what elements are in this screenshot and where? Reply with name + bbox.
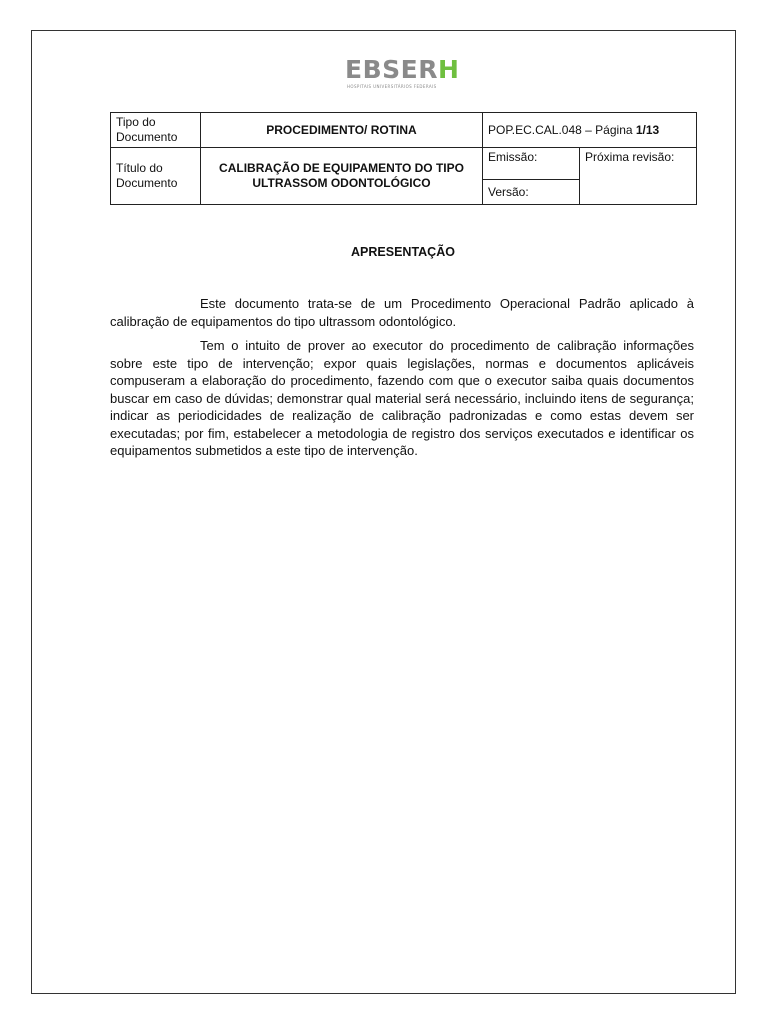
tipo-value: PROCEDIMENTO/ ROTINA [201, 113, 483, 148]
document-header-table [110, 112, 697, 205]
titulo-label: Título do Documento [111, 148, 201, 205]
logo-text-accent: H [437, 55, 460, 84]
tipo-label: Tipo do Documento [111, 113, 201, 148]
logo-subtitle: HOSPITAIS UNIVERSITÁRIOS FEDERAIS [347, 84, 437, 89]
logo-text-main: EBSER [345, 55, 438, 84]
header-row-titulo [111, 148, 697, 180]
document-code-cell [483, 113, 697, 148]
titulo-value: CALIBRAÇÃO DE EQUIPAMENTO DO TIPO ULTRASSOM ODONTOLÓGICO [201, 148, 483, 205]
logo-wordmark [345, 57, 465, 83]
paragraph-2: Tem o intuito de prover ao executor do procedimento de calibração informações sobre este tipo de intervenção; expor quais legislações, normas e documentos aplicáveis compuseram a elaboração do procedimento, fazendo com que o executor saiba quais documentos buscar em caso de dúvidas; demonstrar qual material será necessário, incluindo itens de segurança; indicar as periodicidades de realização de calibração padronizadas e como estas devem ser executadas; por fim, estabelecer a metodologia de registro dos serviços executados e identificar os equipamentos submetidos a este tipo de intervenção. [110, 338, 694, 458]
body-text [110, 295, 694, 467]
section-heading: APRESENTAÇÃO [351, 245, 455, 259]
versao-label: Versão: [483, 180, 580, 205]
emissao-label: Emissão: [483, 148, 580, 180]
header-row-tipo [111, 113, 697, 148]
ebserh-logo [345, 57, 465, 93]
document-code: POP.EC.CAL.048 – Página [488, 122, 636, 137]
paragraph-1: Este documento trata-se de um Procedimento Operacional Padrão aplicado à calibração de equipamentos do tipo ultrassom odontológico. [110, 296, 694, 329]
proxima-revisao-label: Próxima revisão: [580, 148, 697, 205]
page-number: 1/13 [635, 122, 660, 137]
